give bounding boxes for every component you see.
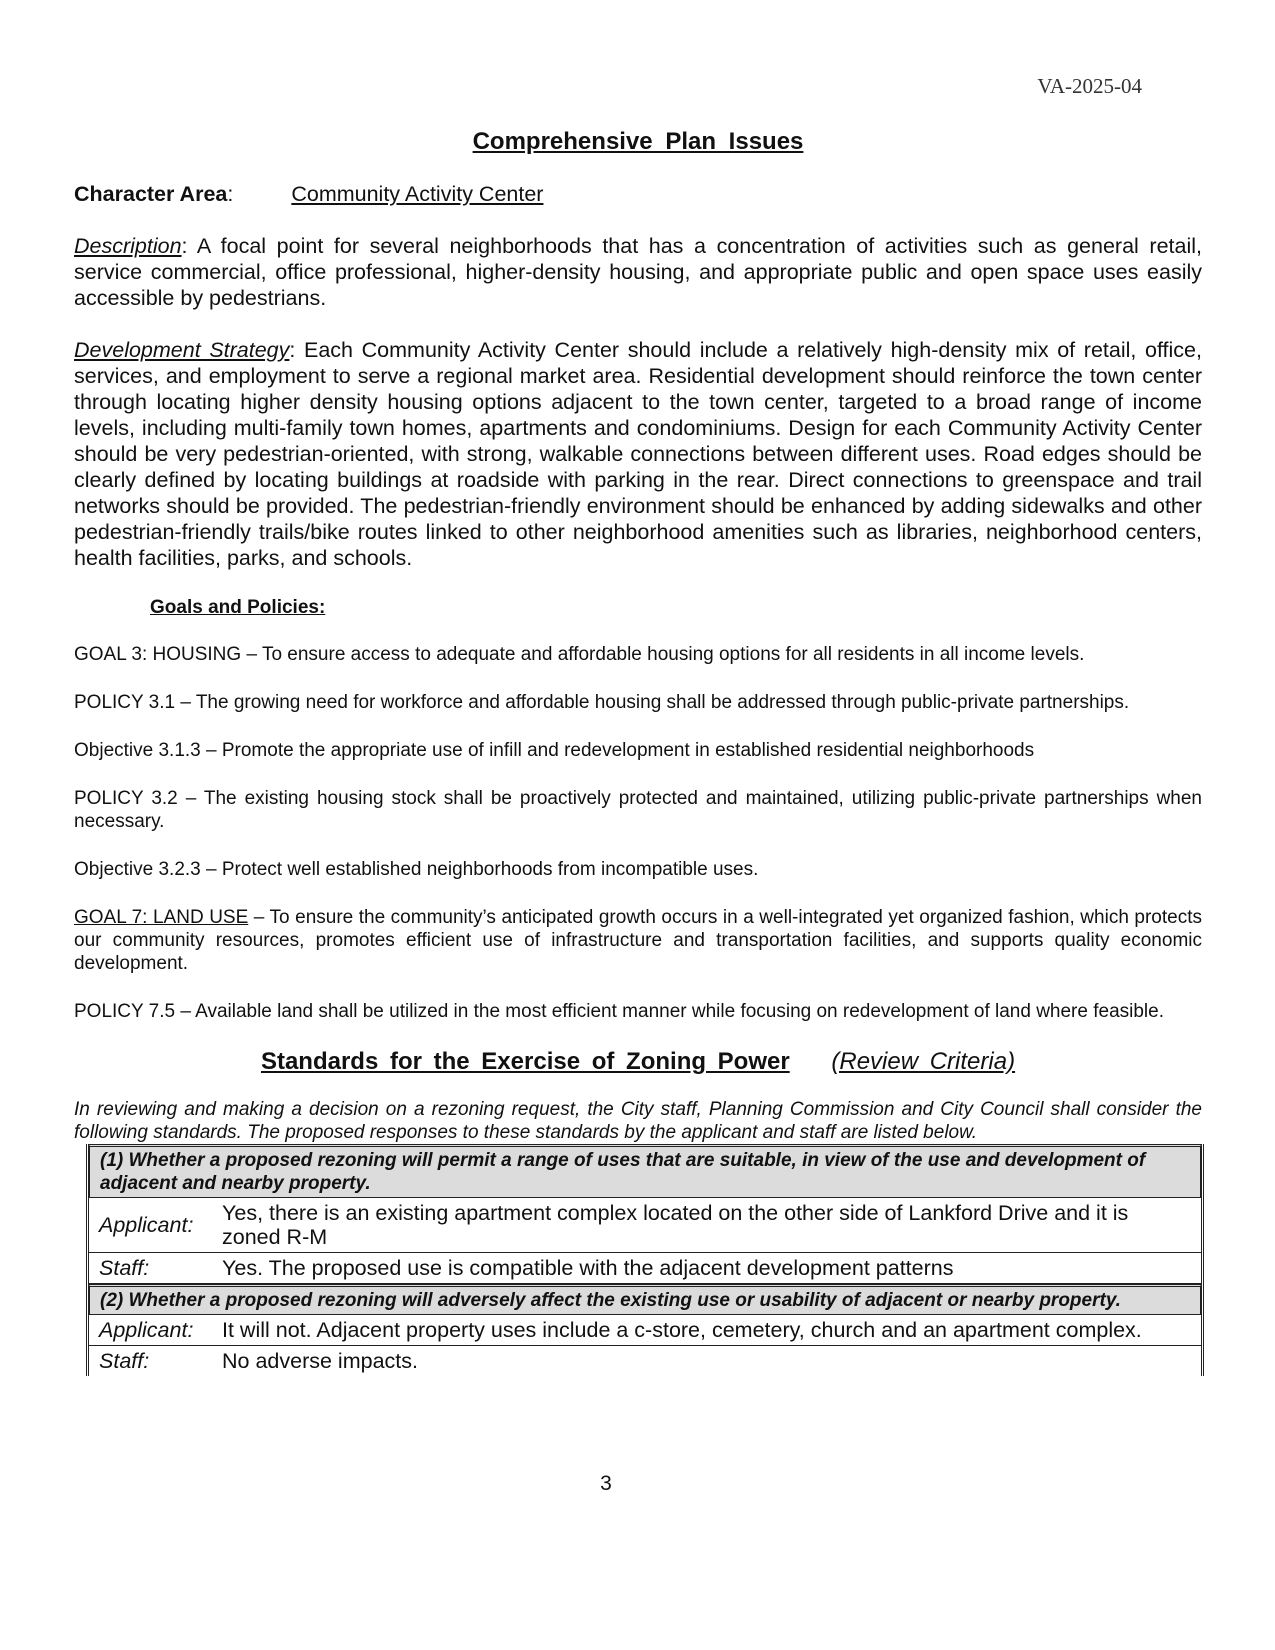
objective-3-1-3: Objective 3.1.3 – Promote the appropriate use of infill and redevelopment in established residential neighborhoods [74, 740, 1035, 761]
goal-3: GOAL 3: HOUSING – To ensure access to adequate and affordable housing options for all residents in all income levels. [74, 644, 1085, 665]
criterion-1-question: (1) Whether a proposed rezoning will permit a range of uses that are suitable, in view of the use and development of adjacent and nearby property. [89, 1144, 1201, 1198]
description-text: : A focal point for several neighborhoods that has a concentration of activities such as general retail, service commercial, office professional, higher-density housing, and appropriate public and open space uses easily accessible by pedestrians. [74, 234, 1202, 310]
character-area-line [74, 182, 1202, 207]
criterion-2-staff-row [89, 1346, 1201, 1376]
character-area-colon: : [227, 182, 234, 206]
policy-3-1: POLICY 3.1 – The growing need for workforce and affordable housing shall be addressed through public-private partnerships. [74, 692, 1130, 713]
policy-3-2: POLICY 3.2 – The existing housing stock shall be proactively protected and maintained, utilizing public-private partnerships when necessary. [74, 788, 1202, 832]
description-paragraph [74, 233, 1202, 311]
goal-7 [74, 906, 1202, 975]
objective-3-2-3: Objective 3.2.3 – Protect well established neighborhoods from incompatible uses. [74, 859, 759, 880]
criterion-2-applicant-row [89, 1315, 1201, 1346]
applicant-answer: Yes, there is an existing apartment complex located on the other side of Lankford Drive and it is zoned R-M [222, 1201, 1129, 1249]
review-criteria-table [86, 1144, 1204, 1376]
character-area-label: Character Area [74, 182, 228, 206]
standards-title: Standards for the Exercise of Zoning Power [260, 1048, 790, 1075]
goals-policies-heading: Goals and Policies: [150, 597, 326, 618]
goal-7-text: – To ensure the community’s anticipated growth occurs in a well-integrated yet organized fashion, which protects our community resources, promotes efficient use of infrastructure and transportation facilities, and supports quality economic development. [74, 907, 1202, 974]
staff-label: Staff: [99, 1256, 150, 1280]
applicant-answer: It will not. Adjacent property uses include a c-store, cemetery, church and an apartment complex. [222, 1318, 1142, 1342]
applicant-label: Applicant: [99, 1318, 194, 1342]
staff-answer: No adverse impacts. [222, 1349, 418, 1373]
document-id: VA-2025-04 [1037, 74, 1142, 98]
criterion-2-question: (2) Whether a proposed rezoning will adversely affect the existing use or usability of adjacent or nearby property. [89, 1284, 1201, 1315]
goal-7-label: GOAL 7: LAND USE [74, 907, 249, 928]
standards-subtitle: (Review Criteria) [831, 1048, 1016, 1075]
criterion-1-staff-row [89, 1253, 1201, 1284]
standards-intro: In reviewing and making a decision on a rezoning request, the City staff, Planning Commission and City Council shall consider the following standards. The proposed responses to these standards by the applicant and staff are listed below. [74, 1099, 1202, 1143]
development-strategy-paragraph [74, 337, 1202, 571]
staff-label: Staff: [99, 1349, 150, 1373]
comprehensive-plan-heading: Comprehensive Plan Issues [472, 128, 804, 155]
character-area-value: Community Activity Center [291, 182, 544, 206]
policy-7-5: POLICY 7.5 – Available land shall be utilized in the most efficient manner while focusing on redevelopment of land where feasible. [74, 1001, 1164, 1022]
page-number: 3 [600, 1472, 612, 1495]
applicant-label: Applicant: [99, 1213, 194, 1237]
development-strategy-text: : Each Community Activity Center should include a relatively high-density mix of retail, office, services, and employment to serve a regional market area. Residential development should reinforce the town center through locating higher density housing options adjacent to the town center, targeted to a broad range of income levels, including multi-family town homes, apartments and condominiums. Design for each Community Activity Center should be very pedestrian-oriented, with strong, walkable connections between different uses. Road edges should be clearly defined by locating buildings at roadside with parking in the rear. Direct connections to greenspace and trail networks should be provided. The pedestrian-friendly environment should be enhanced by adding sidewalks and other pedestrian-friendly trails/bike routes linked to other neighborhood amenities such as libraries, neighborhood centers, health facilities, parks, and schools. [74, 338, 1202, 570]
staff-answer: Yes. The proposed use is compatible with the adjacent development patterns [222, 1256, 954, 1280]
standards-heading [74, 1048, 1202, 1076]
page-content [74, 128, 1202, 1376]
description-label: Description [74, 234, 182, 258]
criterion-1-applicant-row [89, 1198, 1201, 1253]
development-strategy-label: Development Strategy [74, 338, 290, 362]
